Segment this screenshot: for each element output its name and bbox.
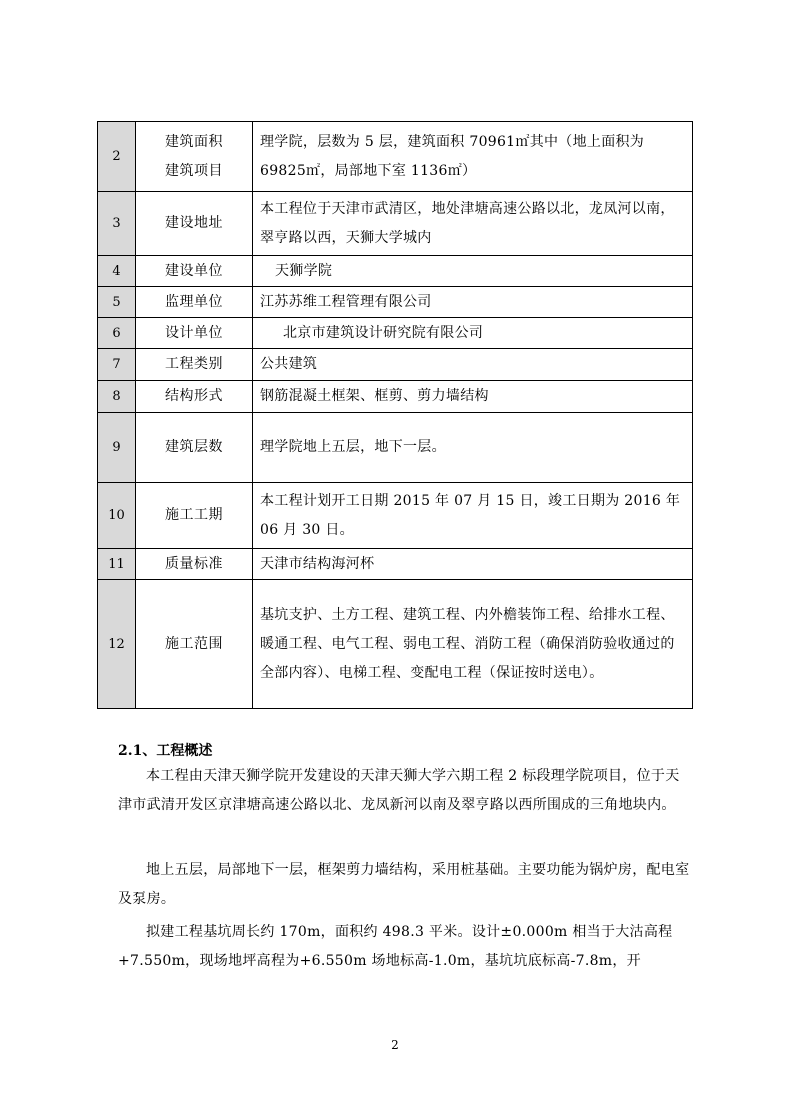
row-number: 2 [98,122,136,192]
table-row [98,122,693,192]
table-row [98,413,693,483]
table-row [98,349,693,381]
paragraph: 拟建工程基坑周长约 170m，面积约 498.3 平米。设计±0.000m 相当于大沽高程+7.550m，现场地坪高程为+6.550m 场地标高-1.0m，基坑坑底标高-7.8m，开 [118,924,673,969]
row-label: 建筑层数 [136,413,253,483]
row-label: 施工工期 [136,483,253,549]
row-value: 本工程位于天津市武清区，地处津塘高速公路以北，龙凤河以南，翠亨路以西，天狮大学城内 [253,192,693,256]
table-row [98,549,693,580]
row-number: 3 [98,192,136,256]
row-value: 理学院地上五层，地下一层。 [253,413,693,483]
row-value: 江苏苏维工程管理有限公司 [253,287,693,318]
row-label [136,122,253,192]
paragraph: 地上五层，局部地下一层，框架剪力墙结构，采用桩基础。主要功能为锅炉房，配电室及泵房。 [118,862,690,907]
row-number: 11 [98,549,136,580]
row-value: 北京市建筑设计研究院有限公司 [253,318,693,349]
row-value: 天津市结构海河杯 [253,549,693,580]
row-label: 监理单位 [136,287,253,318]
row-value: 理学院，层数为 5 层，建筑面积 70961㎡其中（地上面积为 69825㎡，局部地下室 1136㎡） [253,122,693,192]
row-label: 施工范围 [136,580,253,709]
row-value: 钢筋混凝土框架、框剪、剪力墙结构 [253,381,693,413]
row-number: 6 [98,318,136,349]
row-label: 设计单位 [136,318,253,349]
row-number: 8 [98,381,136,413]
project-info-table [97,121,693,709]
page-number: 2 [391,1038,399,1052]
row-number: 10 [98,483,136,549]
row-label-line: 建筑项目 [165,162,223,179]
table-row [98,256,693,287]
table-row [98,580,693,709]
paragraph: 本工程由天津天狮学院开发建设的天津天狮大学六期工程 2 标段理学院项目，位于天津市武清开发区京津塘高速公路以北、龙凤新河以南及翠亨路以西所围成的三角地块内。 [118,768,680,813]
table-row [98,318,693,349]
table-row [98,287,693,318]
row-label: 结构形式 [136,381,253,413]
row-number: 5 [98,287,136,318]
row-number: 7 [98,349,136,381]
table-row [98,381,693,413]
table-row [98,483,693,549]
row-value: 天狮学院 [253,256,693,287]
row-label: 建设地址 [136,192,253,256]
section-heading: 2.1、工程概述 [118,743,213,759]
row-number: 12 [98,580,136,709]
row-label: 质量标准 [136,549,253,580]
row-number: 9 [98,413,136,483]
row-value: 基坑支护、土方工程、建筑工程、内外檐装饰工程、给排水工程、暖通工程、电气工程、弱电工程、消防工程（确保消防验收通过的全部内容）、电梯工程、变配电工程（保证按时送电）。 [253,580,693,709]
row-label: 工程类别 [136,349,253,381]
row-label-line: 建筑面积 [165,133,223,150]
row-value: 公共建筑 [253,349,693,381]
table-row [98,192,693,256]
row-value: 本工程计划开工日期 2015 年 07 月 15 日，竣工日期为 2016 年 06 月 30 日。 [253,483,693,549]
row-label: 建设单位 [136,256,253,287]
row-number: 4 [98,256,136,287]
